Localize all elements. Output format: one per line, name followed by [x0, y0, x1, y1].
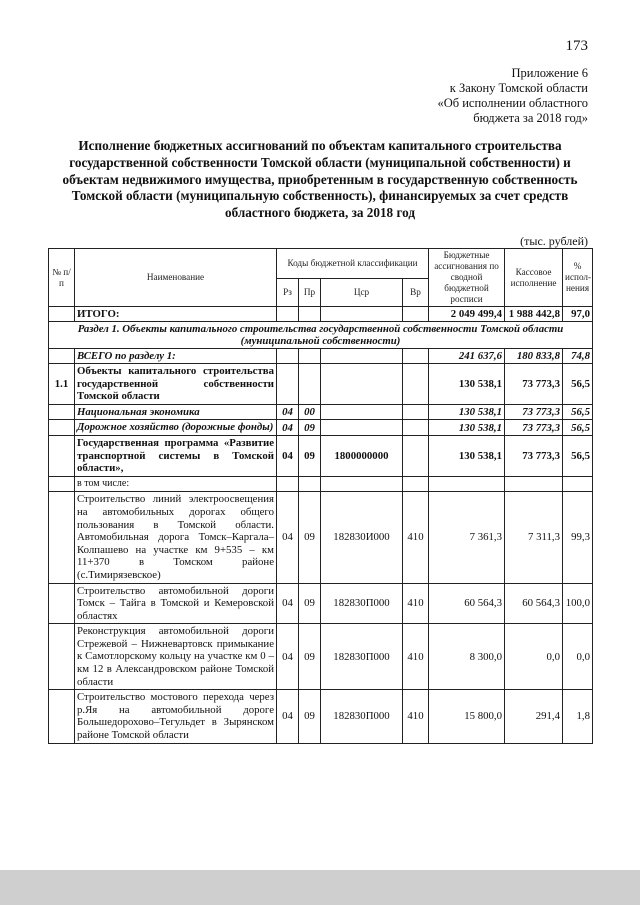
total-row [49, 307, 593, 322]
header-pct: % испол- нения [563, 249, 593, 307]
cell-cash: 7 311,3 [505, 492, 563, 583]
cell-csr [321, 404, 403, 420]
page-number: 173 [565, 38, 588, 54]
cell-rz: 04 [277, 583, 299, 624]
table-row [49, 435, 593, 476]
cell-pct: 56,5 [563, 404, 593, 420]
header-name: Наименование [75, 249, 277, 307]
cell-cash: 60 564,3 [505, 583, 563, 624]
table-row [49, 690, 593, 743]
cell-name: Строительство линий электроосвещения на автомобильных дорогах общего пользования в Томской области. Автомобильная дорога Томск–Каргала–Колпашево на участке км 9+535 – км 11+370 в Томском районе (с.Тимирязевское) [75, 492, 277, 583]
cell-vr: 410 [403, 492, 429, 583]
cell-pct: 99,3 [563, 492, 593, 583]
cell-vr: 410 [403, 690, 429, 743]
cell-pr [299, 476, 321, 492]
cell-pr [299, 364, 321, 405]
cell-assign: 7 361,3 [429, 492, 505, 583]
cell-name: в том числе: [75, 476, 277, 492]
header-num: № п/п [49, 249, 75, 307]
appendix-note [348, 66, 588, 126]
cell-pct: 56,5 [563, 435, 593, 476]
cell-name: ВСЕГО по разделу 1: [75, 349, 277, 364]
cell-name: Строительство мостового перехода через р.Яя на автомобильной дороге Большедорохово–Тегульдет в Зырянском районе Томской области [75, 690, 277, 743]
cell-assign: 8 300,0 [429, 624, 505, 690]
cell-vr [403, 404, 429, 420]
cell-pr: 00 [299, 404, 321, 420]
header-csr: Цср [321, 279, 403, 307]
cell-pr [299, 307, 321, 322]
cell-rz: 04 [277, 624, 299, 690]
cell-cash: 0,0 [505, 624, 563, 690]
appendix-line: бюджета за 2018 год» [473, 111, 588, 125]
header-cash: Кассовое исполнение [505, 249, 563, 307]
section-total-row [49, 349, 593, 364]
cell-assign: 60 564,3 [429, 583, 505, 624]
header-vr: Вр [403, 279, 429, 307]
header-codes: Коды бюджетной классификации [277, 249, 429, 279]
cell-csr [321, 307, 403, 322]
cell-csr: 1800000000 [321, 435, 403, 476]
cell-pct: 100,0 [563, 583, 593, 624]
cell-name: Национальная экономика [75, 404, 277, 420]
table-row [49, 492, 593, 583]
cell-vr [403, 420, 429, 436]
table-row [49, 364, 593, 405]
cell-vr [403, 364, 429, 405]
cell-csr [321, 420, 403, 436]
table-body [49, 307, 593, 744]
cell-cash: 73 773,3 [505, 435, 563, 476]
section-title: Раздел 1. Объекты капитального строительства государственной собственности Томской области (муниципальной собственности) [49, 322, 593, 349]
cell-pr: 09 [299, 492, 321, 583]
header-pr: Пр [299, 279, 321, 307]
cell-pr: 09 [299, 435, 321, 476]
document-title: Исполнение бюджетных ассигнований по объектам капитального строительства государственной собственности Томской области (муниципальной собственности) и объектам недвижимого имущества, приобретенным в государственную собственность Томской области (муниципальную собственность), финансируемых за счет средств областного бюджета, за 2018 год [62, 138, 578, 221]
cell-pct: 1,8 [563, 690, 593, 743]
table-row [49, 476, 593, 492]
cell-vr [403, 349, 429, 364]
cell-num [49, 624, 75, 690]
cell-pct: 56,5 [563, 364, 593, 405]
cell-num [49, 492, 75, 583]
cell-cash: 1 988 442,8 [505, 307, 563, 322]
cell-num [49, 349, 75, 364]
cell-rz [277, 349, 299, 364]
cell-vr [403, 435, 429, 476]
cell-rz: 04 [277, 404, 299, 420]
cell-vr [403, 307, 429, 322]
table-row [49, 583, 593, 624]
cell-name: Объекты капитального строительства государственной собственности Томской области [75, 364, 277, 405]
cell-assign [429, 476, 505, 492]
cell-pct [563, 476, 593, 492]
header-rz: Рз [277, 279, 299, 307]
table-row [49, 404, 593, 420]
header-assign: Бюджетные ассигнования по сводной бюджетной росписи [429, 249, 505, 307]
cell-vr: 410 [403, 624, 429, 690]
cell-cash: 73 773,3 [505, 420, 563, 436]
cell-pr: 09 [299, 420, 321, 436]
cell-cash: 73 773,3 [505, 404, 563, 420]
cell-num [49, 307, 75, 322]
appendix-line: Приложение 6 [511, 66, 588, 80]
cell-name: Строительство автомобильной дороги Томск – Тайга в Томской и Кемеровской областях [75, 583, 277, 624]
cell-pr: 09 [299, 624, 321, 690]
cell-rz [277, 364, 299, 405]
table-header [49, 249, 593, 307]
cell-num [49, 404, 75, 420]
cell-pr [299, 349, 321, 364]
cell-csr [321, 476, 403, 492]
cell-assign: 241 637,6 [429, 349, 505, 364]
cell-rz: 04 [277, 492, 299, 583]
cell-rz [277, 307, 299, 322]
cell-rz [277, 476, 299, 492]
cell-num: 1.1 [49, 364, 75, 405]
cell-csr: 182830П000 [321, 624, 403, 690]
units-label: (тыс. рублей) [520, 234, 588, 248]
cell-cash: 180 833,8 [505, 349, 563, 364]
cell-name: ИТОГО: [75, 307, 277, 322]
cell-pr: 09 [299, 583, 321, 624]
cell-assign: 130 538,1 [429, 404, 505, 420]
appendix-line: «Об исполнении областного [437, 96, 588, 110]
cell-cash [505, 476, 563, 492]
cell-cash: 73 773,3 [505, 364, 563, 405]
cell-csr [321, 364, 403, 405]
cell-csr: 182830И000 [321, 492, 403, 583]
cell-assign: 15 800,0 [429, 690, 505, 743]
cell-pct: 0,0 [563, 624, 593, 690]
cell-rz: 04 [277, 420, 299, 436]
cell-rz: 04 [277, 690, 299, 743]
cell-num [49, 435, 75, 476]
cell-assign: 130 538,1 [429, 420, 505, 436]
bottom-band [0, 870, 640, 905]
cell-csr: 182830П000 [321, 690, 403, 743]
cell-rz: 04 [277, 435, 299, 476]
cell-num [49, 476, 75, 492]
cell-csr [321, 349, 403, 364]
cell-pr: 09 [299, 690, 321, 743]
cell-num [49, 690, 75, 743]
cell-name: Дорожное хозяйство (дорожные фонды) [75, 420, 277, 436]
cell-num [49, 420, 75, 436]
appendix-line: к Закону Томской области [449, 81, 588, 95]
cell-name: Государственная программа «Развитие транспортной системы в Томской области», [75, 435, 277, 476]
cell-vr: 410 [403, 583, 429, 624]
cell-vr [403, 476, 429, 492]
cell-pct: 97,0 [563, 307, 593, 322]
cell-num [49, 583, 75, 624]
cell-assign: 130 538,1 [429, 364, 505, 405]
cell-pct: 56,5 [563, 420, 593, 436]
cell-assign: 130 538,1 [429, 435, 505, 476]
table-row [49, 420, 593, 436]
cell-name: Реконструкция автомобильной дороги Стрежевой – Нижневартовск примыкание к Самотлорскому кольцу на участке км 0 –км 12 в Александровском районе Томской области [75, 624, 277, 690]
cell-assign: 2 049 499,4 [429, 307, 505, 322]
cell-cash: 291,4 [505, 690, 563, 743]
cell-csr: 182830П000 [321, 583, 403, 624]
table-row [49, 624, 593, 690]
section-row [49, 322, 593, 349]
budget-table [48, 248, 593, 744]
cell-pct: 74,8 [563, 349, 593, 364]
